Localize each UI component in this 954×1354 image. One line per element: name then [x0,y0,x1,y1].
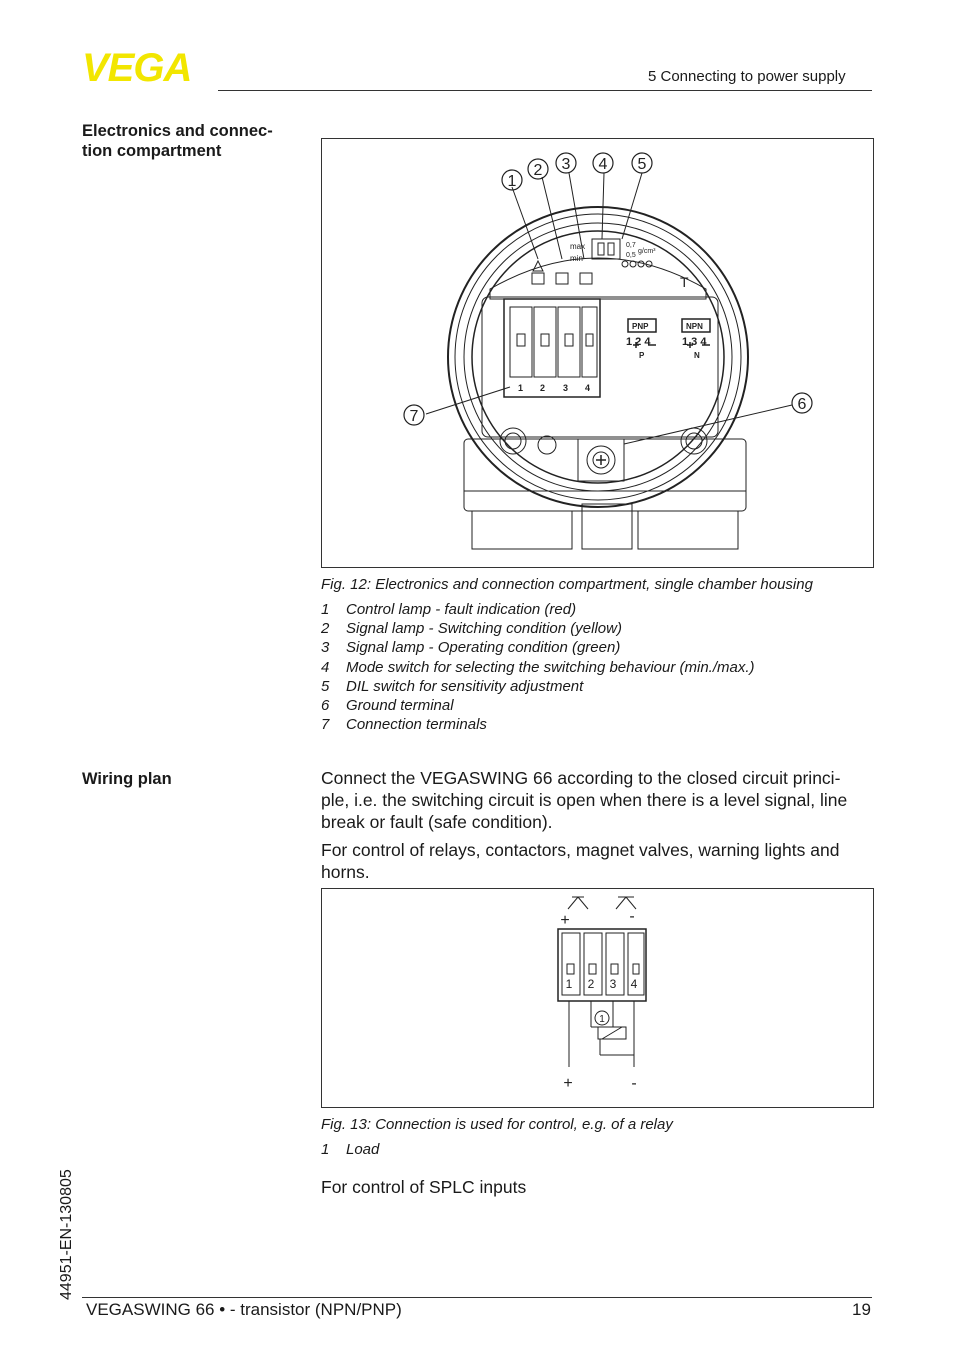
callout-num: 5 [637,156,647,173]
callout-num: 1 [507,173,517,190]
header-divider [218,90,872,91]
vega-logo [82,50,212,84]
legend-item: 5 DIL switch for sensitivity adjustment [321,677,584,695]
max-label: max [570,242,586,251]
footer-divider [82,1297,872,1298]
callout-num: 4 [598,156,608,173]
page-number: 19 [852,1300,871,1319]
figure-13-legend [321,1140,379,1159]
dil-unit-label: g/cm³ [638,248,656,255]
top-minus-label: - [629,908,635,925]
text-line: horns. [321,862,370,882]
terminal-num: 4 [630,977,638,991]
dil-low-label: 0,5 [626,252,636,259]
legend-item: 2 Signal lamp - Switching condition (yellow) [321,620,622,638]
text-line: Connect the VEGASWING 66 according to the closed circuit princi- [321,768,841,788]
top-plus-label: + [560,912,570,929]
t-label: T [680,274,689,290]
figure-12-caption: Fig. 12: Electronics and connection compartment, single chamber housing [321,576,813,593]
relay-wiring-drawing [322,889,873,1107]
terminal-num: 1 [565,977,573,991]
npn-terminals: 1 3 4 [682,336,707,348]
pnp-badge: PNP [632,322,649,331]
callout-num: 6 [797,396,807,413]
heading-line: Electronics and connec- [82,122,273,140]
callout-num: 2 [533,162,543,179]
terminal-num: 2 [540,383,546,393]
legend-item: 7 Connection terminals [321,716,487,734]
heading-electronics-compartment [82,121,302,161]
pnp-sign: P [639,351,645,360]
legend-item: 1 Load [321,1141,380,1158]
logo-text: VEGA [82,50,192,84]
legend-item: 4 Mode switch for selecting the switching behaviour (min./max.) [321,658,755,676]
figure-12-legend [321,600,755,734]
figure-13-caption: Fig. 13: Connection is used for control, e.g. of a relay [321,1116,673,1133]
text-line: break or fault (safe condition). [321,812,553,832]
terminal-num: 3 [609,977,617,991]
callout-num: 3 [561,156,571,173]
legend-item: 3 Signal lamp - Operating condition (green) [321,639,621,657]
text-line: For control of relays, contactors, magnet valves, warning lights and [321,840,840,860]
min-label: min [570,254,583,263]
callout-num: 7 [409,408,419,425]
section-title: 5 Connecting to power supply [648,68,846,85]
terminal-num: 4 [585,383,591,393]
figure-13-relay-wiring [321,888,874,1108]
splc-paragraph: For control of SPLC inputs [321,1177,527,1197]
terminal-num: 1 [518,383,524,393]
legend-item: 6 Ground terminal [321,697,454,715]
footer-product: VEGASWING 66 • - transistor (NPN/PNP) [86,1300,402,1319]
pnp-terminals: 1 2 4 [626,336,651,348]
bottom-plus-label: + [563,1075,573,1092]
housing-drawing [322,139,873,567]
heading-wiring-plan: Wiring plan [82,770,172,788]
npn-badge: NPN [686,322,703,331]
text-line: ple, i.e. the switching circuit is open when there is a level signal, line [321,790,848,810]
npn-sign: N [694,351,700,360]
bottom-minus-label: - [631,1075,637,1092]
heading-line: tion compartment [82,142,222,160]
terminal-num: 2 [587,977,595,991]
wiring-paragraph-1 [321,767,873,833]
document-id [58,1140,78,1300]
document-id-text: 44951-EN-130805 [58,1169,75,1300]
load-callout: 1 [599,1014,605,1025]
dil-high-label: 0,7 [626,242,636,249]
legend-item: 1 Control lamp - fault indication (red) [321,601,577,618]
terminal-num: 3 [563,383,569,393]
wiring-paragraph-2 [321,839,873,883]
figure-12-housing-diagram [321,138,874,568]
